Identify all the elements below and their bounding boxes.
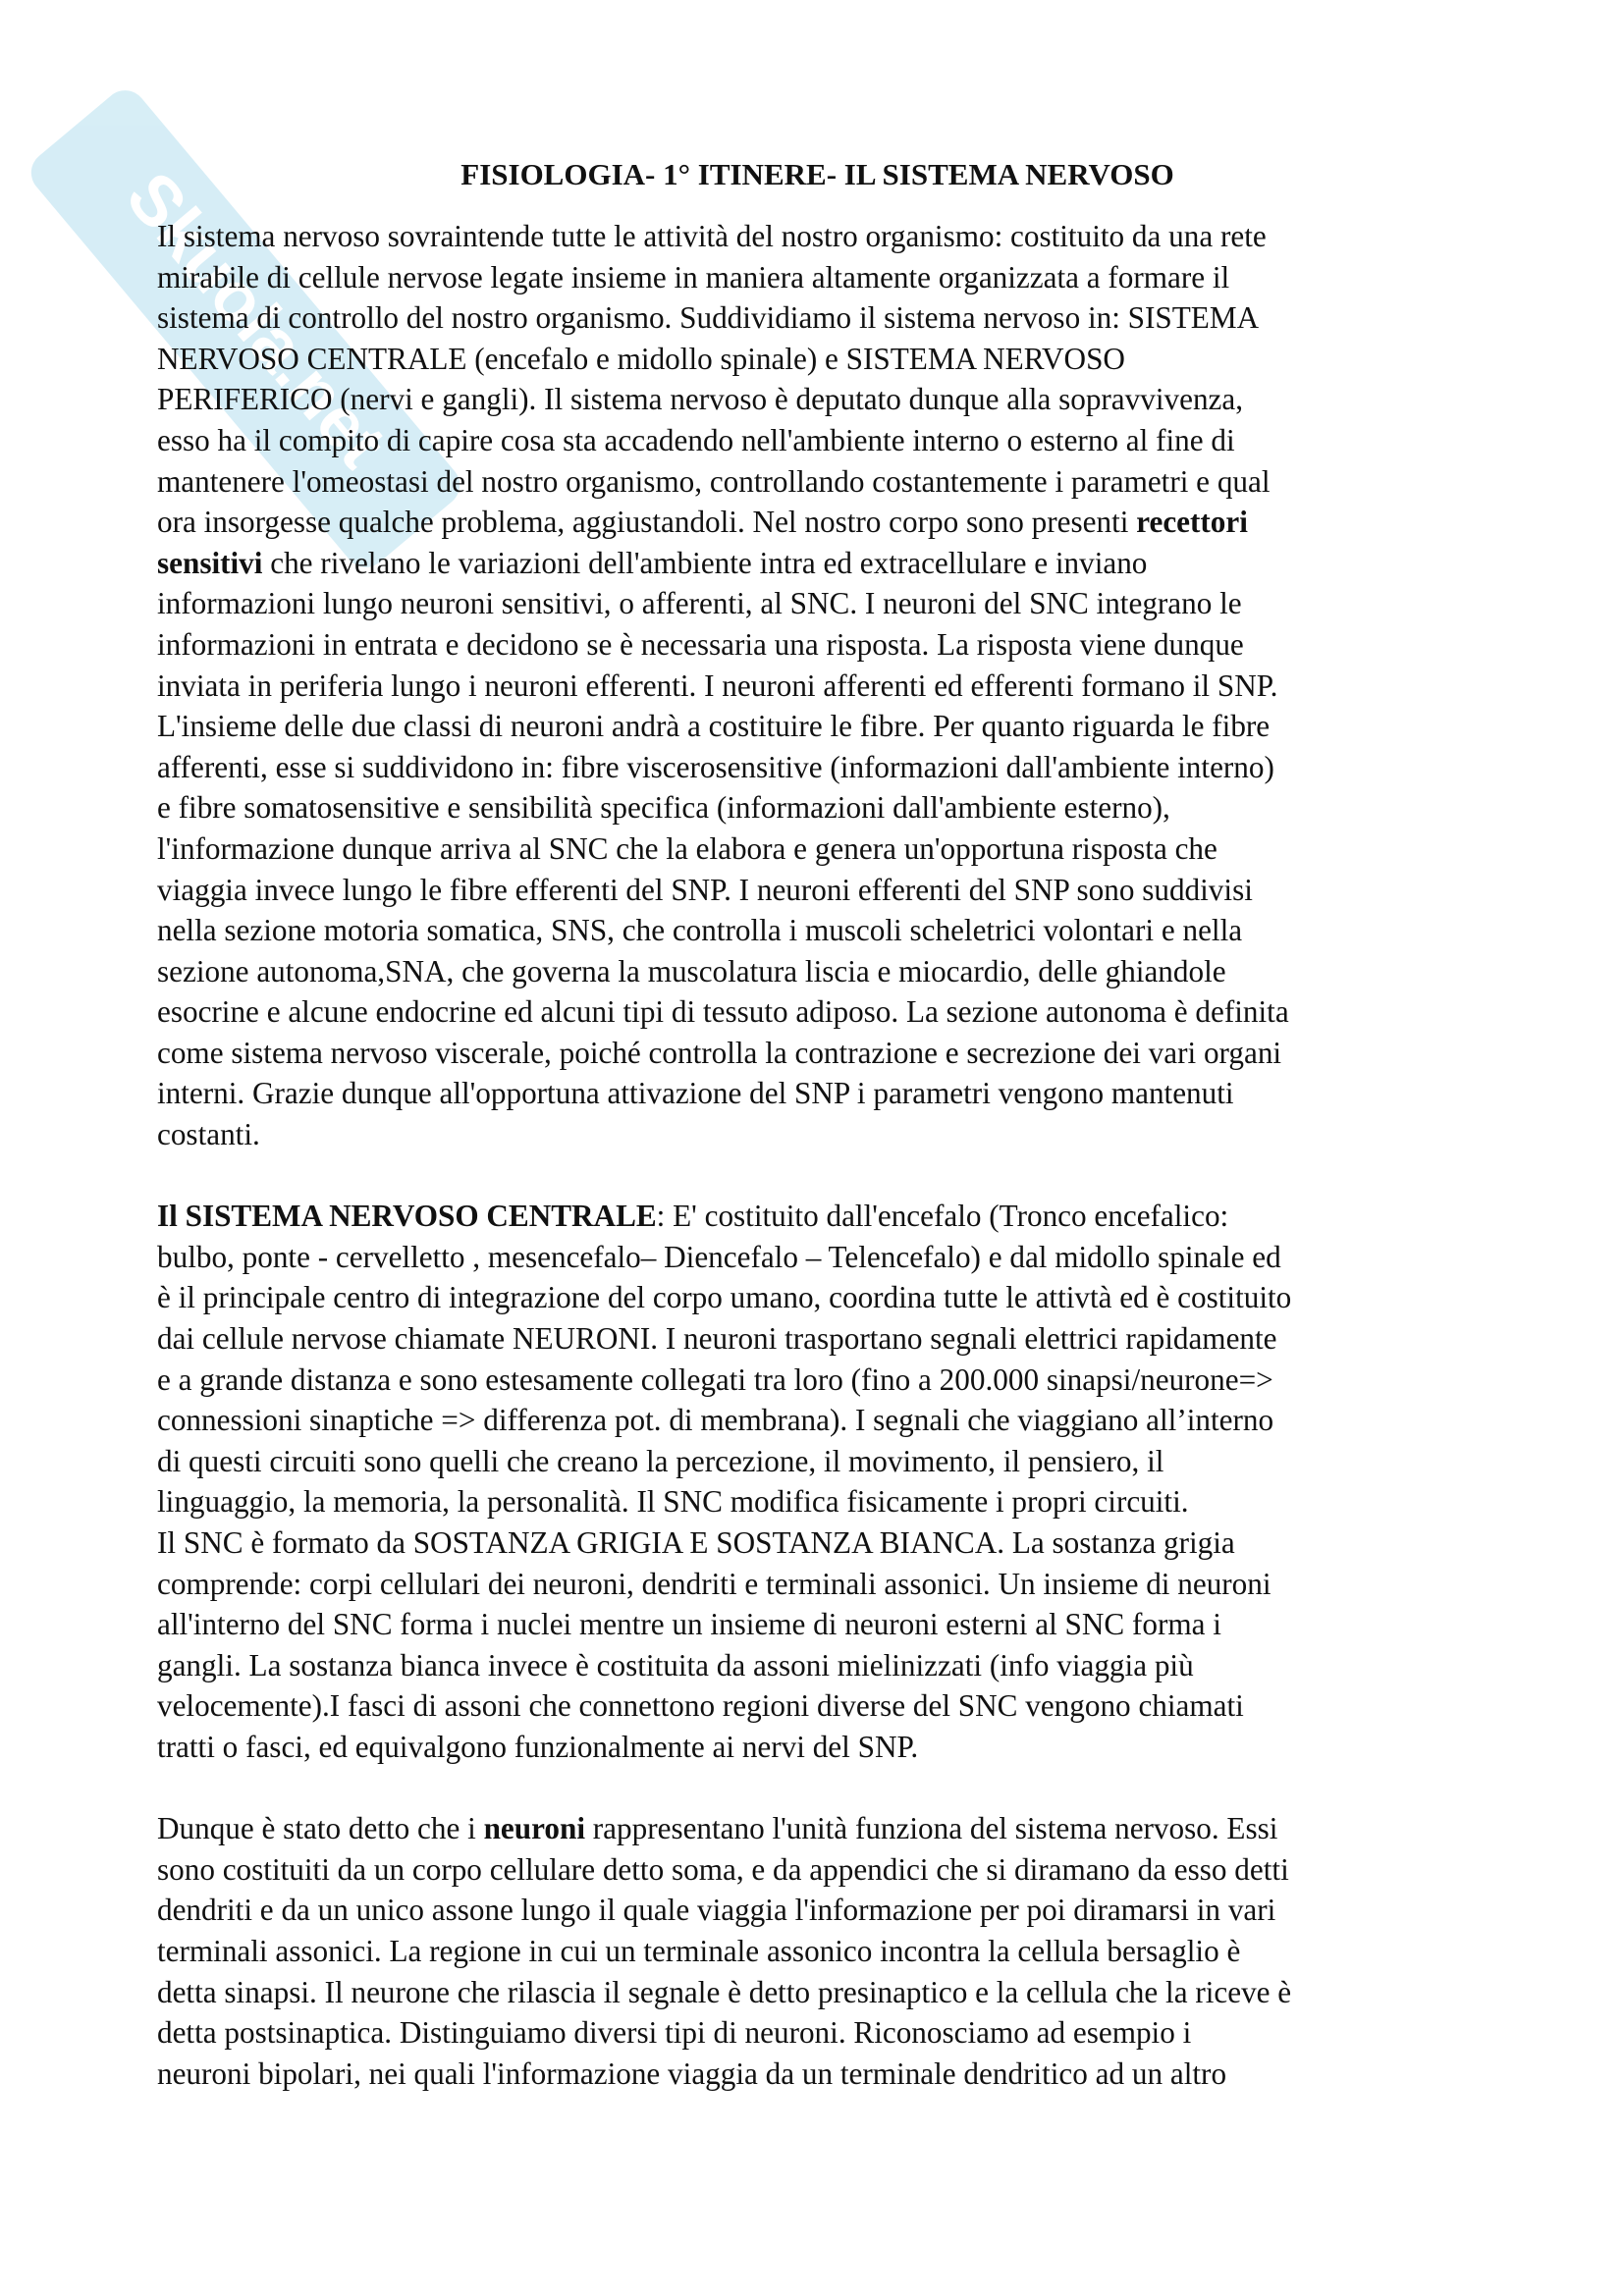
snc-text: : E' costituito dall'encefalo (Tronco encefalico: bulbo, ponte - cervelletto , mesencefalo– Diencefalo – Telencefalo) e dal midollo spinale ed è il principale centro di integrazione del corpo umano, coordina tutte le attivtà ed è costituito dai cellule nervose chiamate NEURONI. I neuroni trasportano segnali elettrici rapidamente e a grande distanza e sono estesamente collegati tra loro (fino a 200.000 sinapsi/neurone=> connessioni sinaptiche => differenza pot. di membrana). I segnali che viaggiano all’interno di questi circuiti sono quelli che creano la percezione, il movimento, il pensiero, il linguaggio, la memoria, la personalità. Il SNC modifica fisicamente i propri circuiti. Il SNC è formato da SOSTANZA GRIGIA E SOSTANZA BIANCA. La sostanza grigia comprende: corpi cellulari dei neuroni, dendriti e terminali assonici. Un insieme di neuroni all'interno del SNC forma i nuclei mentre un insieme di neuroni esterni al SNC forma i gangli. La sostanza bianca invece è costituita da assoni mielinizzati (info viaggia più velocemente).I fasci di assoni che connettono regioni diverse del SNC vengono chiamati tratti o fasci, ed equivalgono funzionalmente ai nervi del SNP. [157, 1199, 1292, 1764]
paragraph-snc [157, 1196, 1478, 1767]
neuroni-bold-term: neuroni [483, 1811, 585, 1846]
watermark-text: Skuola.net [111, 157, 402, 483]
paragraph-neuroni [157, 1808, 1478, 2094]
intro-text-start: Il sistema nervoso sovraintende tutte le attività del nostro organismo: costituito da una rete mirabile di cellule nervose legate insieme in maniera altamente organizzata a formare il sistema di controllo del nostro organismo. Suddividiamo il sistema nervoso in: SISTEMA NERVOSO CENTRALE (encefalo e midollo spinale) e SISTEMA NERVOSO PERIFERICO (nervi e gangli). Il sistema nervoso è deputato dunque alla sopravvivenza, esso ha il compito di capire cosa sta accadendo nell'ambiente interno o esterno al fine di mantenere l'omeostasi del nostro organismo, controllando costantemente i parametri e qual ora insorgesse qualche problema, aggiustandoli. Nel nostro corpo sono presenti [157, 219, 1271, 540]
document-body [157, 155, 1478, 2094]
neuroni-text-start: Dunque è stato detto che i [157, 1811, 484, 1846]
intro-text-end: che rivelano le variazioni dell'ambiente intra ed extracellulare e inviano informazioni lungo neuroni sensitivi, o afferenti, al SNC. I neuroni del SNC integrano le informazioni in entrata e decidono se è necessaria una risposta. La risposta viene dunque inviata in periferia lungo i neuroni efferenti. I neuroni afferenti ed efferenti formano il SNP. L'insieme delle due classi di neuroni andrà a costituire le fibre. Per quanto riguarda le fibre afferenti, esse si suddividono in: fibre viscerosensitive (informazioni dall'ambiente interno) e fibre somatosensitive e sensibilità specifica (informazioni dall'ambiente esterno), l'informazione dunque arriva al SNC che la elabora e genera un'opportuna risposta che viaggia invece lungo le fibre efferenti del SNP. I neuroni efferenti del SNP sono suddivisi nella sezione motoria somatica, SNS, che controlla i muscoli scheletrici volontari e nella sezione autonoma,SNA, che governa la muscolatura liscia e miocardio, delle ghiandole esocrine e alcune endocrine ed alcuni tipi di tessuto adiposo. La sezione autonoma è definita come sistema nervoso viscerale, poiché controlla la contrazione e secrezione dei vari organi interni. Grazie dunque all'opportuna attivazione del SNP i parametri vengono mantenuti costanti. [157, 545, 1289, 1152]
neuroni-text-end: rappresentano l'unità funziona del sistema nervoso. Essi sono costituiti da un corpo cellulare detto soma, e da appendici che si diramano da esso detti dendriti e da un unico assone lungo il quale viaggia l'informazione per poi diramarsi in vari terminali assonici. La regione in cui un terminale assonico incontra la cellula bersaglio è detta sinapsi. Il neurone che rilascia il segnale è detto presinaptico e la cellula che la riceve è detta postsinaptica. Distinguiamo diversi tipi di neuroni. Riconosciamo ad esempio i neuroni bipolari, nei quali l'informazione viaggia da un terminale dendritico ad un altro [157, 1811, 1292, 2091]
snc-bold-heading: Il SISTEMA NERVOSO CENTRALE [157, 1199, 657, 1234]
document-title: FISIOLOGIA- 1° ITINERE- IL SISTEMA NERVOSO [460, 157, 1174, 191]
paragraph-gap [157, 1768, 1478, 1809]
paragraph-intro [157, 216, 1478, 1155]
intro-bold-term: recettori sensitivi [157, 505, 1248, 580]
paragraph-gap [157, 1155, 1478, 1197]
